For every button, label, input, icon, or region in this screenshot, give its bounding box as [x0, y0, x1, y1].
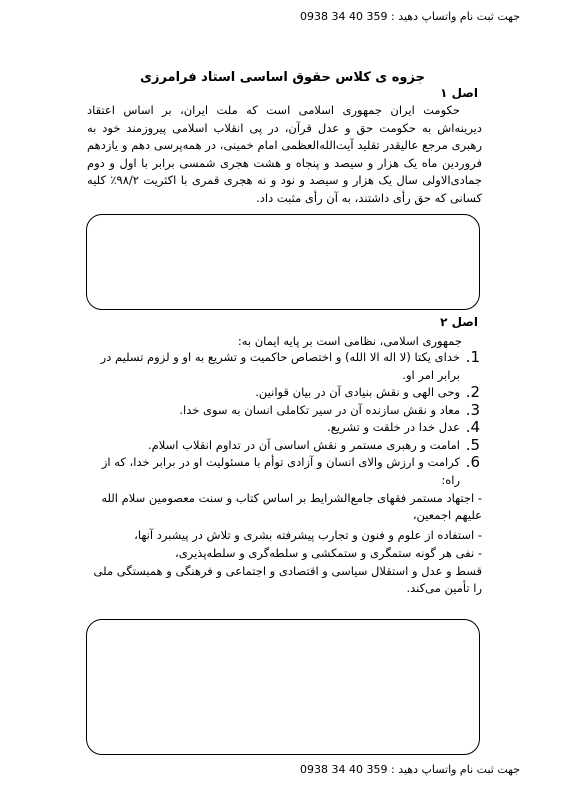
list-item-text: عدل خدا در خلقت و تشریع.: [327, 420, 460, 434]
sub-item-science: - استفاده از علوم و فنون و تجارب پیشرفته بشری و تلاش در پیشبرد آنها،: [134, 528, 482, 542]
sub-item-ijtihad: - اجتهاد مستمر فقهای جامع‌الشرایط بر اساس کتاب و سنت معصومین سلام الله علیهم اجمعین،: [101, 491, 482, 522]
notes-box-2: [86, 619, 480, 755]
section-2-heading: اصل ۲: [440, 315, 478, 329]
list-number: .3: [465, 400, 480, 419]
section-2-intro: جمهوری اسلامی، نظامی است بر پایه ایمان به:: [237, 334, 462, 348]
list-item: [87, 454, 482, 489]
list-number: .6: [465, 453, 480, 471]
page-title: جزوه ی کلاس حقوق اساسی استاد فرامرزی: [140, 70, 425, 85]
list-number: .1: [465, 348, 480, 366]
list-item-text: وحی الهی و نقش بنیادی آن در بیان قوانین.: [255, 385, 460, 399]
section-1-paragraph: حکومت ایران جمهوری اسلامی است که ملت ایران، بر اساس اعتقاد دیرینه‌اش به حکومت حق و عدل قرآن، در پی انقلاب اسلامی پیروزمند خود به رهبری مرجع عالیقدر تقلید آیت‌الله‌العظمی امام خمینی، در همه‌پرسی دهم و یازدهم فروردین ماه یک هزار و سیصد و پنجاه و هشت هجری شمسی برابر با اول و دوم جمادی‌الاولی سال یک هزار و سیصد و نود و نه هجری قمری با اکثریت ۹۸/۲٪ کلیه کسانی که حق رأی داشتند، به آن رأی مثبت داد.: [87, 103, 482, 205]
list-item-text: کرامت و ارزش والای انسان و آزادی توأم با مسئولیت او در برابر خدا، که از راه:: [101, 455, 460, 487]
list-item: [87, 437, 482, 455]
list-item-text: امامت و رهبری مستمر و نقش اساسی آن در تداوم انقلاب اسلام.: [148, 437, 460, 452]
list-item-text: خدای یکتا (لا اله الا الله) و اختصاص حاکمیت و تشریع به او و لزوم تسلیم در برابر امر او.: [100, 350, 460, 382]
header-contact: جهت ثبت نام واتساپ دهید : 359 40 34 0938: [300, 10, 521, 23]
notes-box-1: [86, 214, 480, 310]
closing-paragraph: قسط و عدل و استقلال سیاسی و اقتصادی و اجتماعی و فرهنگی و همبستگی ملی را تأمین می‌کند.: [93, 564, 482, 595]
list-item: [87, 384, 482, 402]
list-item: [87, 419, 482, 437]
list-number: .2: [465, 383, 480, 401]
list-number: .4: [465, 418, 480, 436]
list-item: [87, 349, 482, 384]
section-1-heading: اصل ۱: [440, 86, 478, 100]
list-number: .5: [465, 435, 480, 454]
footer-contact: جهت ثبت نام واتساپ دهید : 359 40 34 0938: [300, 763, 521, 776]
principles-list: [87, 349, 482, 489]
sub-item-oppression: - نفی هر گونه ستمگری و ستمکشی و سلطه‌گری و سلطه‌پذیری،: [175, 546, 482, 560]
list-item-text: معاد و نقش سازنده آن در سیر تکاملی انسان به سوی خدا.: [179, 402, 460, 417]
list-item: [87, 402, 482, 420]
